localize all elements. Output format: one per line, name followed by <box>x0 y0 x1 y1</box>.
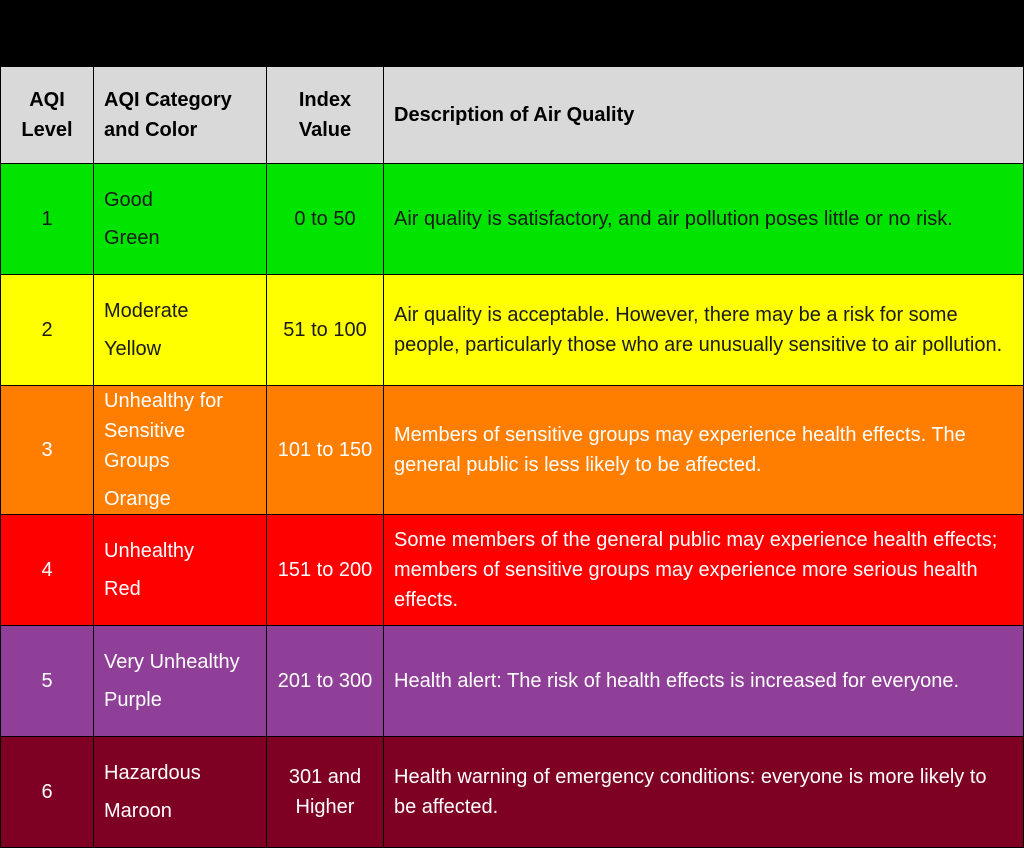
category-color-name: Orange <box>104 488 171 510</box>
top-black-band <box>0 0 1024 66</box>
aqi-level-cell: 4 <box>1 515 94 626</box>
aqi-level-cell: 1 <box>1 164 94 275</box>
category-name: Moderate <box>104 300 189 322</box>
header-aqi-category <box>94 67 267 164</box>
index-value-cell: 201 to 300 <box>267 626 384 737</box>
category-name-line2: Sensitive Groups <box>104 420 186 472</box>
category-name-line1: Unhealthy for <box>104 390 223 412</box>
description-cell: Air quality is satisfactory, and air pollution poses little or no risk. <box>384 164 1024 275</box>
category-name: Very Unhealthy <box>104 651 240 673</box>
aqi-level-cell: 3 <box>1 386 94 515</box>
table-row <box>1 737 1024 848</box>
header-aqi-level <box>1 67 94 164</box>
index-value-cell: 0 to 50 <box>267 164 384 275</box>
aqi-category-cell <box>94 737 267 848</box>
aqi-category-cell <box>94 515 267 626</box>
header-index-value-line2: Value <box>298 119 352 141</box>
index-value-line1: 301 and <box>288 766 362 788</box>
table-row <box>1 275 1024 386</box>
aqi-category-cell <box>94 386 267 515</box>
table-row <box>1 386 1024 515</box>
description-cell: Some members of the general public may experience health effects; members of sensitive groups may experience more serious health effects. <box>384 515 1024 626</box>
aqi-level-cell: 5 <box>1 626 94 737</box>
index-value-line2: Higher <box>295 796 355 818</box>
aqi-category-cell <box>94 164 267 275</box>
index-value-cell: 101 to 150 <box>267 386 384 515</box>
category-name: Hazardous <box>104 762 201 784</box>
category-color-name: Maroon <box>104 800 172 822</box>
category-color-name: Purple <box>104 689 162 711</box>
category-name: Unhealthy <box>104 540 195 562</box>
table-row <box>1 515 1024 626</box>
header-index-value <box>267 67 384 164</box>
description-cell: Air quality is acceptable. However, there may be a risk for some people, particularly those who are unusually sensitive to air pollution. <box>384 275 1024 386</box>
aqi-category-cell <box>94 626 267 737</box>
index-value-cell <box>267 737 384 848</box>
table-header-row <box>1 67 1024 164</box>
aqi-level-cell: 6 <box>1 737 94 848</box>
index-value-cell: 51 to 100 <box>267 275 384 386</box>
description-cell: Health warning of emergency conditions: everyone is more likely to be affected. <box>384 737 1024 848</box>
header-aqi-category-line2: and Color <box>104 119 198 141</box>
index-value-cell: 151 to 200 <box>267 515 384 626</box>
header-description: Description of Air Quality <box>384 67 1024 164</box>
header-aqi-level-line1: AQI <box>29 89 65 111</box>
header-aqi-level-line2: Level <box>21 119 73 141</box>
category-name: Good <box>104 189 153 211</box>
category-color-name: Green <box>104 227 160 249</box>
aqi-table <box>0 66 1024 848</box>
description-cell: Health alert: The risk of health effects is increased for everyone. <box>384 626 1024 737</box>
table-row <box>1 164 1024 275</box>
header-aqi-category-line1: AQI Category <box>104 89 232 111</box>
aqi-category-cell <box>94 275 267 386</box>
header-index-value-line1: Index <box>298 89 352 111</box>
category-color-name: Yellow <box>104 338 162 360</box>
description-cell: Members of sensitive groups may experience health effects. The general public is less likely to be affected. <box>384 386 1024 515</box>
aqi-level-cell: 2 <box>1 275 94 386</box>
table-row <box>1 626 1024 737</box>
category-color-name: Red <box>104 578 141 600</box>
